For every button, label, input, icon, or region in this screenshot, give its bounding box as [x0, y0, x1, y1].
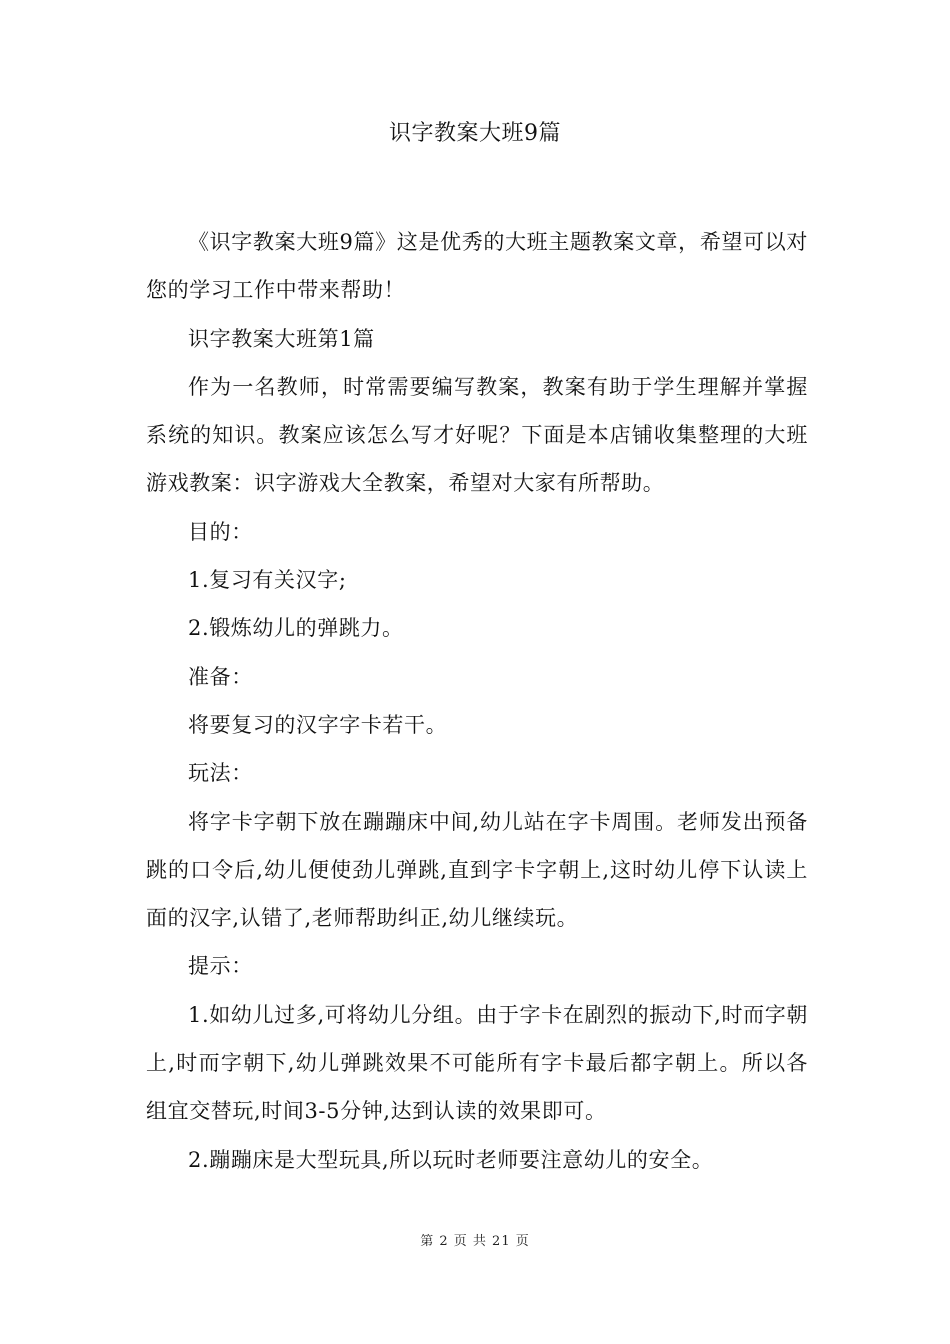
tips-item: 1.如幼儿过多,可将幼儿分组。由于字卡在剧烈的振动下,时而字朝上,时而字朝下,幼儿弹跳效果不可能所有字卡最后都字朝上。所以各组宜交替玩,时间3-5分钟,达到认读的效果即可。 — [146, 1002, 808, 1124]
tips-heading: 提示： — [188, 954, 253, 979]
intro-paragraph: 《识字教案大班9篇》这是优秀的大班主题教案文章，希望可以对您的学习工作中带来帮助！ — [146, 230, 808, 303]
tips-item: 2.蹦蹦床是大型玩具,所以玩时老师要注意幼儿的安全。 — [188, 1147, 714, 1172]
document-title: 识字教案大班9篇 — [389, 121, 561, 146]
gameplay-heading: 玩法： — [188, 761, 253, 786]
section-heading: 识字教案大班第1篇 — [188, 326, 375, 351]
purpose-item: 1.复习有关汉字; — [188, 568, 347, 593]
preparation-text: 将要复习的汉字字卡若干。 — [188, 712, 448, 737]
body-paragraph: 作为一名教师，时常需要编写教案，教案有助于学生理解并掌握系统的知识。教案应该怎么写才好呢？下面是本店铺收集整理的大班游戏教案：识字游戏大全教案，希望对大家有所帮助。 — [146, 374, 808, 496]
preparation-heading: 准备： — [188, 664, 253, 689]
document-body — [146, 218, 808, 1184]
purpose-item: 2.锻炼幼儿的弹跳力。 — [188, 616, 404, 641]
page-footer: 第 2 页 共 21 页 — [420, 1234, 530, 1249]
gameplay-text: 将字卡字朝下放在蹦蹦床中间,幼儿站在字卡周围。老师发出预备跳的口令后,幼儿便使劲儿弹跳,直到字卡字朝上,这时幼儿停下认读上面的汉字,认错了,老师帮助纠正,幼儿继续玩。 — [146, 809, 808, 931]
purpose-heading: 目的： — [188, 519, 253, 544]
